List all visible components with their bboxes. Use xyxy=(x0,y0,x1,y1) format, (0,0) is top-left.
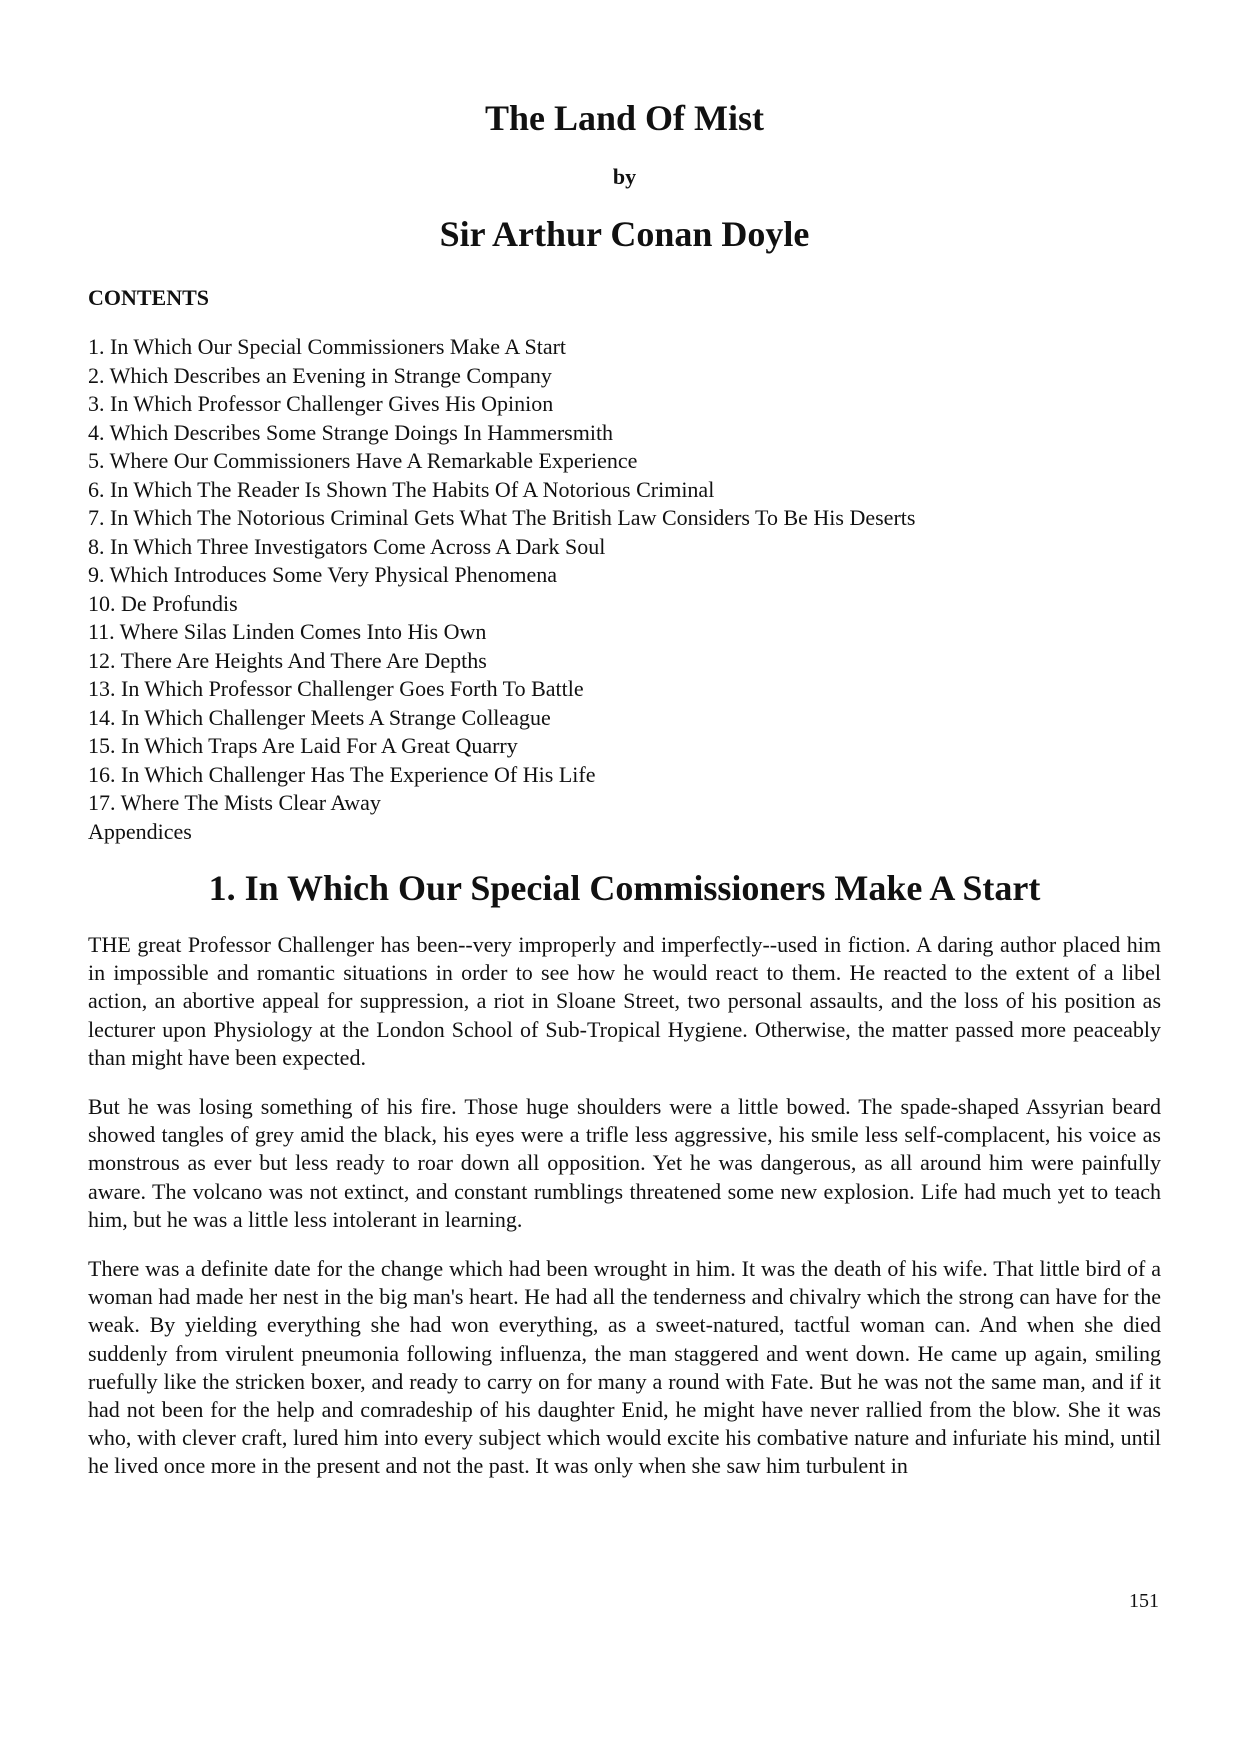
toc-item[interactable]: 9. Which Introduces Some Very Physical Phenomena xyxy=(88,562,558,587)
page-number: 151 xyxy=(1129,1590,1159,1612)
toc-item[interactable]: 7. In Which The Notorious Criminal Gets What The British Law Considers To Be His Deserts xyxy=(88,505,916,530)
toc-item-appendices[interactable]: Appendices xyxy=(88,818,192,844)
toc-item[interactable]: 5. Where Our Commissioners Have A Remarkable Experience xyxy=(88,448,638,473)
toc-item[interactable]: 3. In Which Professor Challenger Gives His Opinion xyxy=(88,391,554,416)
paragraph: There was a definite date for the change which had been wrought in him. It was the death of his wife. That little bird of a woman had made her nest in the big man's heart. He had all the tenderness and chivalry which the strong can have for the weak. By yielding everything she had won everything, as a sweet-natured, tactful woman can. And when she died suddenly from virulent pneumonia following influenza, the man staggered and went down. He came up again, smiling ruefully like the stricken boxer, and ready to carry on for many a round with Fate. But he was not the same man, and if it had not been for the help and comradeship of his daughter Enid, he might have never rallied from the blow. She it was who, with clever craft, lured him into every subject which would excite his combative nature and infuriate his mind, until he lived once more in the present and not the past. It was only when she saw him turbulent in xyxy=(88,1256,1161,1479)
chapter-body xyxy=(88,931,1161,1502)
toc-item[interactable]: 16. In Which Challenger Has The Experience Of His Life xyxy=(88,761,596,787)
toc-item[interactable]: 11. Where Silas Linden Comes Into His Own xyxy=(88,619,487,644)
toc-item[interactable]: 10. De Profundis xyxy=(88,590,238,616)
toc-item[interactable]: 17. Where The Mists Clear Away xyxy=(88,790,381,815)
toc-item[interactable]: 12. There Are Heights And There Are Depths xyxy=(88,647,487,673)
toc-item[interactable]: 8. In Which Three Investigators Come Across A Dark Soul xyxy=(88,533,606,559)
table-of-contents xyxy=(88,333,915,846)
toc-item[interactable]: 15. In Which Traps Are Laid For A Great Quarry xyxy=(88,733,518,758)
chapter-heading: 1. In Which Our Special Commissioners Make A Start xyxy=(208,868,1041,908)
paragraph: But he was losing something of his fire. Those huge shoulders were a little bowed. The spade-shaped Assyrian beard showed tangles of grey amid the black, his eyes were a trifle less aggressive, his smile less self-complacent, his voice as monstrous as ever but less ready to roar down all opposition. Yet he was dangerous, as all around him were painfully aware. The volcano was not extinct, and constant rumblings threatened some new explosion. Life had much yet to teach him, but he was a little less intolerant in learning. xyxy=(88,1094,1161,1232)
toc-item[interactable]: 14. In Which Challenger Meets A Strange Colleague xyxy=(88,704,551,730)
paragraph: THE great Professor Challenger has been--very improperly and imperfectly--used in fiction. A daring author placed him in impossible and romantic situations in order to see how he would react to them. He reacted to the extent of a libel action, an abortive appeal for suppression, a riot in Sloane Street, two personal assaults, and the loss of his position as lecturer upon Physiology at the London School of Sub-Tropical Hygiene. Otherwise, the matter passed more peaceably than might have been expected. xyxy=(88,932,1161,1070)
toc-item[interactable]: 13. In Which Professor Challenger Goes Forth To Battle xyxy=(88,676,584,701)
contents-heading: CONTENTS xyxy=(88,285,210,310)
book-title: The Land Of Mist xyxy=(484,98,765,138)
toc-item[interactable]: 2. Which Describes an Evening in Strange Company xyxy=(88,362,552,388)
toc-item[interactable]: 6. In Which The Reader Is Shown The Habits Of A Notorious Criminal xyxy=(88,476,715,502)
toc-item[interactable]: 1. In Which Our Special Commissioners Make A Start xyxy=(88,334,567,359)
author-name: Sir Arthur Conan Doyle xyxy=(439,214,810,254)
byline: by xyxy=(612,164,637,189)
toc-item[interactable]: 4. Which Describes Some Strange Doings In Hammersmith xyxy=(88,419,614,445)
